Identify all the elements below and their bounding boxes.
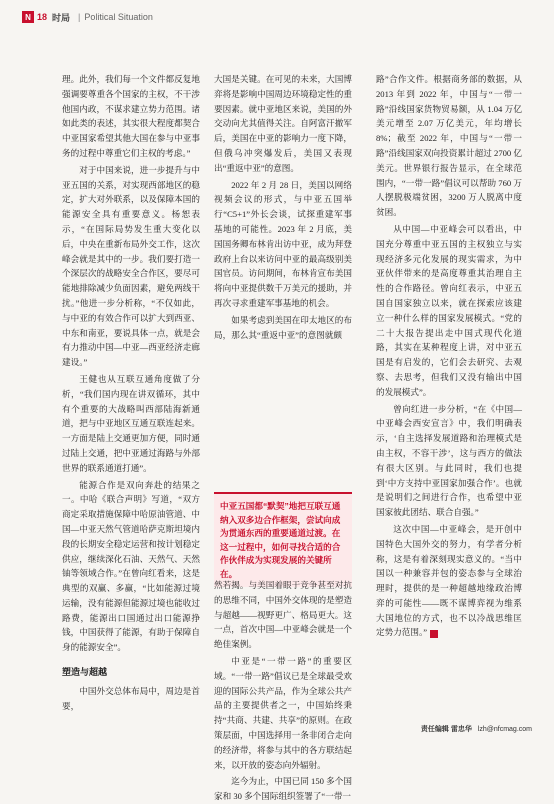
section-subheading: 塑造与超越: [62, 667, 108, 678]
paragraph: 路”合作文件。根据商务部的数据，从2013 年到 2022 年，中国与“一带一路”沿线国家货物贸易额，从 1.04 万亿美元增至 2.07 万亿美元，年均增长 8%；截至 2022 年，中国与“一带一路”沿线国家双向投资累计超过 2700 亿美元。世界银行报告显示，在全球范围内，“一带一路”倡议可以帮助 760 万人摆脱极端贫困，3200 万人脱离中度贫困。: [376, 74, 522, 218]
paragraph: 中国外交总体布局中，周边是首要，: [62, 685, 200, 711]
paragraph: 能源合作是双向奔赴的结果之一。中哈《联合声明》写道，“双方商定采取措施保障中哈原油管道、中国—中亚天然气管道哈萨克斯坦境内段的长期安全稳定运营和按计划稳定供应，继续深化石油、天然气、天然铀等领域合作。”在曾向红看来，这是典型的双赢、多赢，“比如能源过境运输，没有能源但能源过境也能收过路费，能源出口国通过出口能源挣钱，中国获得了能源，有助于保障自身的能源安全”。: [62, 479, 200, 653]
paragraph: 曾向红进一步分析，“在《中国—中亚峰会西安宣言》中，我们明确表示，‘自主选择发展道路和治理模式是由主权，不容干涉’，这与西方的做法有很大区别。与此同时，我们也提到‘中方支持中亚国家加强合作’。也就是说明们之间进行合作，也希望中亚国家彼此团结、联合自强。”: [376, 403, 522, 518]
end-mark-icon: [430, 630, 438, 638]
paragraph: 大国是关键。在可见的未来，大国博弈将是影响中国周边环境稳定性的重要因素。就中亚地区来说，美国的外交动向尤其值得关注。自阿富汗撤军后，美国在中亚的影响力一度下降，但俄乌冲突爆发后，美国又表现出“重返中亚”的意图。: [214, 74, 352, 173]
paragraph: 中亚是“一带一路”的重要区域。“一带一路”倡议已是全球最受欢迎的国际公共产品，作为全球公共产品的主要提供者之一，中国始终秉持“共商、共建、共享”的原则。在政策层面，中国选择用一条非闭合走向的经济带，将参与其中的各方联结起来，以开放的姿态向外辐射。: [214, 655, 352, 770]
editor-credit: 责任编辑 雷忠华: [420, 726, 472, 733]
page-number: 18: [37, 12, 48, 22]
section-title-en: Political Situation: [84, 12, 153, 22]
pull-quote: [214, 492, 352, 587]
magazine-logo: N: [22, 11, 34, 23]
paragraph: [376, 522, 522, 640]
paragraph: 迄今为止，中国已同 150 多个国家和 30 多个国际组织签署了“一带一: [214, 776, 352, 802]
page-footer: [421, 724, 532, 734]
paragraph: 王健也从互联互通角度做了分析，“我们国内现在讲双循环，其中有个重要的大战略叫西部陆海新通道，把与中亚地区互通互联连起来。一方面是陆上交通更加方便，同时通过陆上交通，把中亚通过海路与外部世界的联系通道打通”。: [62, 373, 200, 473]
section-title: 时局: [52, 12, 71, 23]
editor-email: lzh@nfcmag.com: [477, 726, 532, 733]
paragraph: 2022 年 2 月 28 日，美国以网络视频会议的形式，与中亚五国举行“C5+1”外长会谈，试探重建军事基地的可能性。2023 年 2 月底，美国国务卿布林肯出访中亚，成为拜登政府上台以来访问中亚的最高级别美国官员。访问期间，布林肯宣布美国将向中亚提供数千万美元的援助，并再次寻求重建军事基地的机会。: [214, 179, 352, 308]
text-column-2: [214, 72, 352, 492]
text-column-2-continued: [214, 578, 352, 802]
text-column-1: [62, 72, 200, 722]
paragraph: 从中国—中亚峰会可以看出，中国充分尊重中亚五国的主权独立与实现经济多元化发展的现实需求，为中亚伙伴带来的是高度尊重其治理自主性的合作路径。曾向红表示，中亚五国自国家独立以来，就在探索应该建立一种什么样的国家发展模式。“党的二十大报告提出走中国式现代化道路，其实在某种程度上讲，对中亚五国是有启发的，它们会去研究、去观察、去思考，但我们又没有输出中国的发展模式”。: [376, 223, 522, 397]
header-divider: |: [78, 12, 81, 22]
paragraph: 理。此外，我们每一个文件都反复地强调要尊重各个国家的主权，不干涉他国内政，不谋求建立势力范围。诸如此类的表述，其实很大程度都契合中亚国家希望其他大国在参与中亚事务的过程中尊重它们主权的考虑。”: [62, 74, 200, 158]
paragraph-text: 这次中国—中亚峰会，是开创中国特色大国外交的努力，有学者分析称，这是有着深刻现实意义的。“当中国以一种兼容并包的姿态参与全球治理时，提供的是一种超越地缘政治博弈的可能性——既不谋博弈视为维系大国地位的方式，也不以冷战思维匡定势力范围。”: [376, 523, 522, 638]
text-column-3: [376, 72, 522, 722]
pull-quote-text: 中亚五国都“默契”地把互联互通纳入双多边合作框架，尝试向成为贯通东西的重要通道过渡。在这一过程中，如何寻找合适的合作伙伴成为实现发展的关键所在。: [220, 501, 341, 579]
paragraph: 对于中国来说，进一步提升与中亚五国的关系，对实现西部地区的稳定，扩大对外联系，以及保障本国的能源安全具有重要意义。杨恕表示，“在国际局势发生重大变化以后，中央在重新布局外交工作，这次峰会就是其中的一步。我们要打造一个深层次的战略安全合作区，要尽可能地排除减少负面因素，避免两线干扰。”他进一步分析称，“不仅如此，与中亚的有效合作可以扩大到西亚、中东和南亚，要说具体一点，就是会有力推动中国—中亚—西亚经济走廊建设。”: [62, 164, 200, 368]
paragraph: 如果考虑到美国在印太地区的布局，那么其“重返中亚”的意图就颇: [214, 314, 352, 340]
page-header: [22, 9, 153, 25]
paragraph: 然若揭。与美国着眼于竞争甚至对抗的思维不同，中国外交体现的是塑造与超越——视野更广、格局更大。这一点，首次中国—中亚峰会就是一个绝佳案例。: [214, 580, 352, 650]
